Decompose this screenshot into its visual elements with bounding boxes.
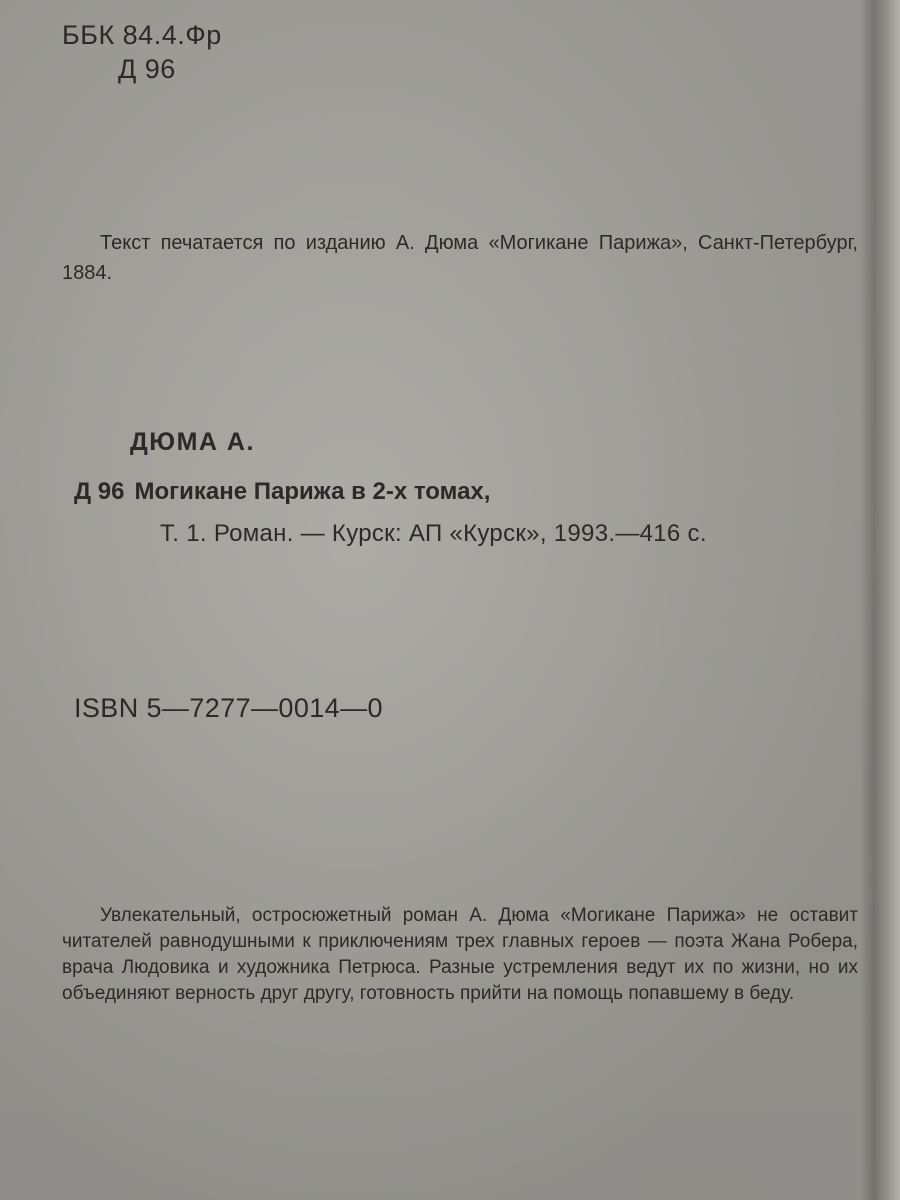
catalog-author: ДЮМА А. (130, 428, 255, 456)
show-through-mark (300, 130, 315, 184)
catalog-code: Д 96 (74, 478, 125, 505)
catalog-title: Могикане Парижа в 2-х томах, (134, 478, 491, 505)
source-edition-text: Текст печатается по изданию А. Дюма «Могикане Парижа», Санкт-Петербург, 1884. (62, 232, 858, 284)
bbk-code: ББК 84.4.Фр (62, 20, 222, 50)
book-spine-edge (860, 0, 900, 1200)
catalog-title-line (74, 478, 490, 506)
library-classification (62, 18, 222, 86)
source-edition-note (62, 228, 858, 288)
book-annotation (62, 903, 858, 1007)
isbn-number: ISBN 5—7277—0014—0 (74, 693, 383, 723)
annotation-text: Увлекательный, остросюжетный роман А. Дюма «Могикане Парижа» не оставит читателей равнодушными к приключениям трех главных героев — поэта Жана Робера, врача Людовика и художника Петрюса. Разные устремления ведут их по жизни, но их объединяют верность друг другу, готовность прийти на помощь попавшему в беду. (62, 905, 858, 1004)
catalog-details: Т. 1. Роман. — Курск: АП «Курск», 1993.—416 с. (160, 520, 707, 547)
author-mark-code: Д 96 (118, 54, 176, 84)
